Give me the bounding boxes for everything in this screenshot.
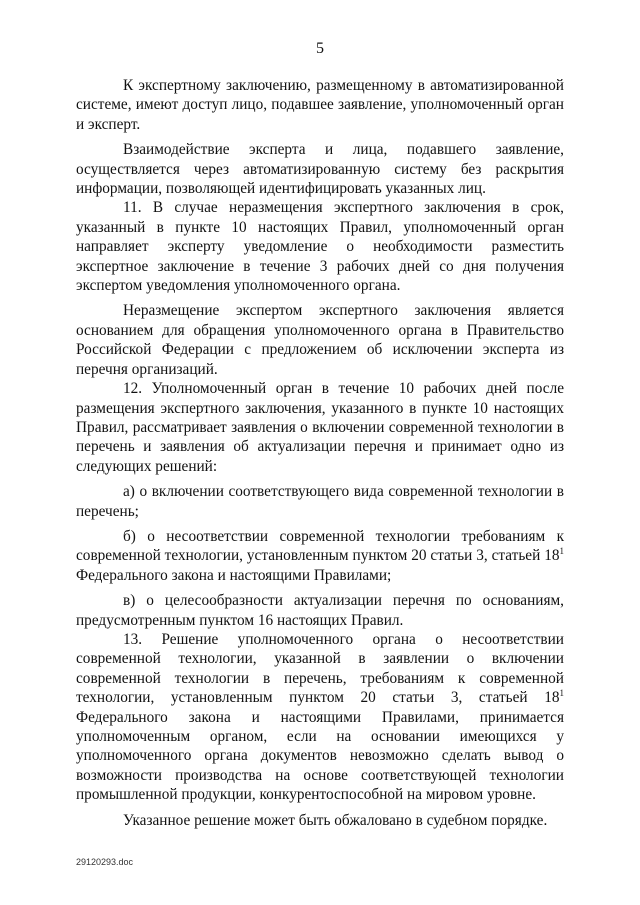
- paragraph-12: 12. Уполномоченный орган в течение 10 рабочих дней после размещения экспертного заключения, указанного в пункте 10 настоящих Правил, рассматривает заявления о включении современной технологии в перечень и заявления об актуализации перечня и принимает одно из следующих решений:: [76, 380, 564, 475]
- paragraph-13: 13. Решение уполномоченного органа о несоответствии современной технологии, указанной в заявлении о включении современной технологии в перечень, требованиям к современной технологии, установленным пунктом 20 статьи 3, статьей $18^1$ Федерального закона и настоящими Правилами, принимается уполномоченным органом, если на основании имеющихся у уполномоченного органа документов невозможно сделать вывод о возможности производства на основе соответствующей технологии промышленной продукции, конкурентоспособной на мировом уровне.: [76, 630, 564, 804]
- page-number: 5: [316, 40, 324, 57]
- paragraph-access: К экспертному заключению, размещенному в автоматизированной системе, имеют доступ лицо, подавшее заявление, уполномоченный орган и эксперт.: [76, 77, 564, 133]
- superscript: 1: [559, 688, 564, 699]
- paragraph-12-b: б) о несоответствии современной технологии требованиям к современной технологии, установленным пунктом 20 статьи 3, статьей $18^1$ Федерального закона и настоящими Правилами;: [76, 527, 564, 584]
- paragraph-appeal: Указанное решение может быть обжаловано в судебном порядке.: [123, 811, 548, 829]
- superscript: 1: [559, 546, 564, 557]
- paragraph-12-a: а) о включении соответствующего вида современной технологии в перечень;: [76, 483, 564, 520]
- paragraph-12-v: в) о целесообразности актуализации перечня по основаниям, предусмотренным пунктом 16 настоящих Правил.: [76, 592, 564, 629]
- file-name-footer: 29120293.doc: [76, 857, 134, 867]
- document-body: [76, 76, 564, 830]
- paragraph-interaction: Взаимодействие эксперта и лица, подавшего заявление, осуществляется через автоматизированную систему без раскрытия информации, позволяющей идентифицировать указанных лиц.: [76, 141, 564, 198]
- paragraph-11: 11. В случае неразмещения экспертного заключения в срок, указанный в пункте 10 настоящих Правил, уполномоченный орган направляет эксперту уведомление о необходимости разместить экспертное заключение в течение 3 рабочих дней со дня получения экспертом уведомления уполномоченного органа.: [76, 199, 564, 295]
- paragraph-non-placement: Неразмещение экспертом экспертного заключения является основанием для обращения уполномоченного органа в Правительство Российской Федерации с предложением об исключении эксперта из перечня организаций.: [76, 302, 564, 378]
